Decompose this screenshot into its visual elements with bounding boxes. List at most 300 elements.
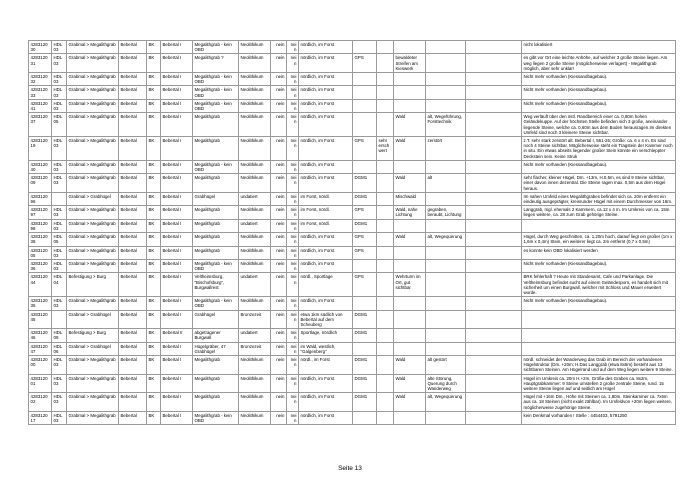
table-cell: nein	[287, 206, 299, 219]
table-cell: 428312098	[29, 219, 52, 232]
table-cell: nein	[287, 411, 299, 424]
table-cell: nein	[287, 99, 299, 112]
table-cell: z.T. sehr stark zerstört alt. Bebertal I, 561-26; Größe: ca. 6 x 4 m. Es sind noch 4 Steine sichtbar. Möglicherweise steht ein Tragstein der Kammer noch in situ. Ein etwas abseits liegender großer Stein könnte ein verschleppter Deckstein sein. Keine Struk	[522, 137, 676, 161]
table-cell: Bebertal I	[161, 411, 193, 424]
table-cell	[466, 259, 522, 272]
table-cell	[466, 310, 522, 329]
table-cell	[426, 273, 466, 297]
table-cell: nein	[271, 329, 287, 342]
table-cell: Bebertal I	[161, 174, 193, 193]
table-cell: Neolithikum	[239, 355, 271, 374]
table-cell	[394, 41, 426, 54]
table-cell: Wald	[394, 137, 426, 161]
table-cell	[466, 329, 522, 342]
table-cell: nördlich, im Forst	[299, 393, 353, 412]
table-cell: nein	[271, 310, 287, 329]
table-cell: Megalithgrab - kein OBD	[193, 259, 239, 272]
table-cell: Megalithgrab - kein OBD	[193, 411, 239, 424]
table-cell: Megalithgrab	[193, 233, 239, 246]
table-cell: sehr erschwert	[377, 137, 394, 161]
table-cell: alt	[426, 174, 466, 193]
table-cell: Im nahen Umfeld eines Megalithgrabes befindet sich ca. 20m entfernt ein eindeutig ausgeprägter, kreisrunder Hügel mit einem Durchmesser von 16m.	[522, 192, 676, 205]
table-cell	[353, 411, 377, 424]
table-cell: Sportlage, nördlich	[299, 329, 353, 342]
table-cell	[466, 174, 522, 193]
table-cell: im Wald, westlich, "Galgenberg"	[299, 342, 353, 355]
table-cell	[426, 246, 466, 259]
table-cell: 428312038	[29, 233, 52, 246]
table-row	[29, 374, 676, 393]
table-cell: nördlich, im Forst	[299, 174, 353, 193]
table-cell: BK	[147, 160, 161, 173]
table-cell	[377, 160, 394, 173]
table-cell: Neolithikum	[239, 41, 271, 54]
table-cell: Grabmal > Grabhügel	[67, 342, 119, 355]
table-row	[29, 206, 676, 219]
table-cell: nördlich, im Forst	[299, 160, 353, 173]
table-cell: nein	[271, 113, 287, 137]
table-cell: Bebertal I	[161, 41, 193, 54]
table-cell: abgetragener Burgwall	[193, 329, 239, 342]
table-cell	[377, 297, 394, 310]
table-cell	[394, 246, 426, 259]
table-cell: nein	[271, 259, 287, 272]
table-cell: Bebertal	[119, 113, 147, 137]
table-cell: GPS	[353, 206, 377, 219]
table-cell: nicht lokalisiert	[522, 41, 676, 54]
table-cell: nein	[287, 192, 299, 205]
table-cell: Neolithikum	[239, 137, 271, 161]
table-cell: Bronzezeit	[239, 310, 271, 329]
table-cell	[377, 374, 394, 393]
table-cell: BK	[147, 233, 161, 246]
table-cell: Bebertal	[119, 137, 147, 161]
table-cell: Megalithgrab - kein OBD	[193, 297, 239, 310]
table-cell	[377, 273, 394, 297]
table-cell: BK	[147, 342, 161, 355]
table-cell: BK	[147, 310, 161, 329]
table-cell: Bebertal I	[161, 192, 193, 205]
table-cell: Grabmal > Megalithgrab	[67, 374, 119, 393]
table-cell: nördlich, im Forst	[299, 259, 353, 272]
table-cell: Bebertal I	[161, 86, 193, 99]
table-cell: 428312040	[29, 160, 52, 173]
table-cell: HDL 03	[52, 86, 67, 99]
table-cell	[466, 374, 522, 393]
table-cell: BK	[147, 374, 161, 393]
table-cell	[426, 297, 466, 310]
table-cell: Grabmal > Megalithgrab	[67, 113, 119, 137]
table-cell: Nicht mehr vorhanden (Kiessandbagebau).	[522, 160, 676, 173]
table-cell: Megalithgrab	[193, 219, 239, 232]
table-cell: BRK fehlerhaft ? Heute mit Standesamt, Cafe und Parkanlage. Die Veltheimsburg befindet sucht auf einem Geländesporn, es handelt sich mit sicherheit um einen Burgwall, welcher mit Schloss und Mauer erweitert wurde.	[522, 273, 676, 297]
table-cell: nein	[271, 374, 287, 393]
table-cell	[394, 297, 426, 310]
table-cell: nein	[271, 219, 287, 232]
table-cell: nein	[271, 86, 287, 99]
table-cell: Neolithikum	[239, 259, 271, 272]
table-cell: BK	[147, 99, 161, 112]
table-cell: Bebertal	[119, 54, 147, 73]
table-row	[29, 233, 676, 246]
table-cell: HDL 03	[52, 355, 67, 374]
table-cell	[394, 160, 426, 173]
table-cell: BK	[147, 246, 161, 259]
table-cell: nein	[287, 41, 299, 54]
table-cell: HDL 04	[52, 273, 67, 297]
table-cell	[466, 99, 522, 112]
table-cell: 428312017	[29, 411, 52, 424]
table-cell: Bebertal	[119, 99, 147, 112]
table-cell: alt, Wegequerung	[426, 393, 466, 412]
page-number: Seite 13	[338, 465, 362, 472]
table-row	[29, 113, 676, 137]
table-cell: undatiert	[239, 273, 271, 297]
table-cell	[394, 99, 426, 112]
table-cell: nördlich, im Forst	[299, 233, 353, 246]
table-cell: nein	[287, 174, 299, 193]
table-cell: 428312009	[29, 174, 52, 193]
table-cell: bewaldeter Streifen am Kieswerk	[394, 54, 426, 73]
table-cell: Megalithgrab	[193, 355, 239, 374]
table-cell: 428312002	[29, 393, 52, 412]
table-cell	[377, 329, 394, 342]
table-cell: Grabmal > Megalithgrab	[67, 297, 119, 310]
table-cell: Bebertal I	[161, 273, 193, 297]
table-cell	[377, 219, 394, 232]
table-cell: nein	[271, 246, 287, 259]
table-cell: Bebertal	[119, 393, 147, 412]
table-cell: nein	[287, 86, 299, 99]
table-cell: Megalithgrab	[193, 113, 239, 137]
table-cell: BK	[147, 54, 161, 73]
table-cell: Hügel, durch Weg geschnitten, ca. 1,20m hoch, darauf liegt ein großer (1m x 1,6m x 0,4m) Stein, ein weiterer liegt ca. 2m entfernt (0,7 x 0,5m)	[522, 233, 676, 246]
table-cell: Megalithgrab	[193, 206, 239, 219]
table-cell: Wald	[394, 113, 426, 137]
table-cell	[466, 342, 522, 355]
table-cell: nördlich, im Forst	[299, 73, 353, 86]
table-cell	[377, 411, 394, 424]
table-cell: HDL 03	[52, 206, 67, 219]
table-cell: etwa 1km südlich von Bebertal auf dem Scheuberg	[299, 310, 353, 329]
table-cell: BK	[147, 297, 161, 310]
table-cell: BK	[147, 393, 161, 412]
table-cell: BK	[147, 411, 161, 424]
table-cell: 428312031	[29, 54, 52, 73]
table-cell: HDL 03	[52, 297, 67, 310]
table-cell: 428312001	[29, 374, 52, 393]
table-cell	[394, 219, 426, 232]
table-cell: nördl. schneidet der Wanderweg das Grab im Bereich der vorhandenen Hügelstruktur (Dm. +20m; H.Das Langgrab (etwa 8x5m) besteht aus 13 sichtbaren Steinen. Am Hügelrand und auf dem Weg liegen weitere 9 Steine.	[522, 355, 676, 374]
table-cell: Bebertal	[119, 73, 147, 86]
table-cell: Grabmal > Megalithgrab	[67, 246, 119, 259]
table-cell	[426, 54, 466, 73]
table-cell: nein	[287, 374, 299, 393]
table-cell: alt gestört	[426, 355, 466, 374]
table-cell: Megalithgrab - kein OBD	[193, 86, 239, 99]
table-cell	[394, 86, 426, 99]
table-cell: HDL 05	[52, 233, 67, 246]
table-cell: Grabmal > Megalithgrab	[67, 41, 119, 54]
table-cell: nördlich, im Forst	[299, 411, 353, 424]
table-cell: alte Störung, Querung durch Wanderweg	[426, 374, 466, 393]
table-cell: Bebertal	[119, 174, 147, 193]
table-cell: DGM1	[353, 355, 377, 374]
table-cell: Grabmal > Grabhügel	[67, 310, 119, 329]
table-cell: 428312030	[29, 41, 52, 54]
table-cell: DGM1	[353, 310, 377, 329]
table-cell: Nicht mehr vorhanden (Kiessandbagebau).	[522, 86, 676, 99]
table-cell	[426, 41, 466, 54]
table-cell: HDL 03	[52, 54, 67, 73]
table-cell	[394, 73, 426, 86]
table-cell	[377, 246, 394, 259]
table-row	[29, 246, 676, 259]
table-cell	[426, 259, 466, 272]
table-cell	[466, 411, 522, 424]
table-cell	[466, 393, 522, 412]
table-cell: HDL 03	[52, 99, 67, 112]
table-cell	[522, 342, 676, 355]
table-cell	[394, 329, 426, 342]
table-cell	[466, 73, 522, 86]
table-cell: HDL 03	[52, 219, 67, 232]
table-cell: nein	[287, 355, 299, 374]
table-cell: nein	[287, 246, 299, 259]
table-cell	[377, 342, 394, 355]
table-cell: nein	[271, 355, 287, 374]
table-cell: Megalithgrab ?	[193, 54, 239, 73]
table-cell: nein	[271, 273, 287, 297]
table-cell: Bebertal	[119, 329, 147, 342]
table-cell	[353, 297, 377, 310]
table-cell: nördlich, im Forst	[299, 54, 353, 73]
table-cell: GPS	[353, 233, 377, 246]
table-cell: DGM1	[353, 374, 377, 393]
table-cell: BK	[147, 73, 161, 86]
table-cell: 428312096	[29, 192, 52, 205]
table-cell: Neolithikum	[239, 233, 271, 246]
table-cell: Bebertal I	[161, 310, 193, 329]
table-cell	[377, 393, 394, 412]
table-cell: GPS	[353, 273, 377, 297]
table-cell: Bebertal	[119, 310, 147, 329]
table-cell	[377, 54, 394, 73]
table-cell: Bebertal	[119, 374, 147, 393]
table-cell	[426, 411, 466, 424]
table-cell: Neolithikum	[239, 393, 271, 412]
table-cell	[377, 86, 394, 99]
table-cell: Bebertal I	[161, 206, 193, 219]
table-cell: Bebertal	[119, 192, 147, 205]
table-cell	[394, 259, 426, 272]
table-cell: Nicht mehr vorhanden (Kiessandbagebau).	[522, 99, 676, 112]
table-cell: 428312005	[29, 246, 52, 259]
table-cell: Bebertal	[119, 355, 147, 374]
table-cell: Neolithikum	[239, 73, 271, 86]
table-cell	[377, 41, 394, 54]
table-cell: Nicht mehr vorhanden (Kiessandbagebau).	[522, 73, 676, 86]
table-cell: Wald	[394, 355, 426, 374]
table-cell: nein	[271, 297, 287, 310]
table-cell: Bebertal	[119, 259, 147, 272]
table-cell	[377, 310, 394, 329]
table-cell: Bebertal I	[161, 355, 193, 374]
table-cell: DGM1	[353, 219, 377, 232]
table-row	[29, 297, 676, 310]
table-cell	[377, 192, 394, 205]
table-cell: Grabhügel	[193, 310, 239, 329]
table-cell: alt, Wegequerung	[426, 233, 466, 246]
table-row	[29, 273, 676, 297]
table-cell: Megalithgrab	[193, 246, 239, 259]
table-cell: BK	[147, 86, 161, 99]
table-cell: Grabmal > Megalithgrab	[67, 73, 119, 86]
table-cell: Megalithgrab - kein OBD	[193, 160, 239, 173]
table-cell: HDL 06	[52, 342, 67, 355]
table-cell: DGM1	[353, 393, 377, 412]
table-cell: Bebertal	[119, 41, 147, 54]
table-cell: sehr flacher, kleiner Hügel, Dm. +13m, H.0,5m, es sind 9 Steine sichtbar, einer davon innen dezentral. Die Steine ragen max. 0,5m aus dem Hügel heraus.	[522, 174, 676, 193]
table-cell: Grabmal > Megalithgrab	[67, 160, 119, 173]
table-cell	[353, 73, 377, 86]
table-cell	[377, 206, 394, 219]
table-cell	[377, 259, 394, 272]
table-row	[29, 174, 676, 193]
table-cell: HDL 03	[52, 174, 67, 193]
table-cell: nein	[287, 273, 299, 297]
table-cell: HDL 09	[52, 329, 67, 342]
table-row	[29, 342, 676, 355]
table-cell: 428312041	[29, 99, 52, 112]
table-cell: Wald	[394, 393, 426, 412]
table-cell	[522, 310, 676, 329]
table-cell: Bebertal I	[161, 73, 193, 86]
table-cell: Bebertal I	[161, 374, 193, 393]
table-cell: Bebertal I	[161, 233, 193, 246]
table-cell	[377, 73, 394, 86]
table-cell: Grabmal > Megalithgrab	[67, 259, 119, 272]
table-cell: Megalithgrab - kein OBD	[193, 99, 239, 112]
table-cell: nördlich, im Forst	[299, 246, 353, 259]
table-cell	[466, 219, 522, 232]
table-cell: HDL 03	[52, 73, 67, 86]
table-cell: BK	[147, 355, 161, 374]
table-cell: DGM1	[353, 329, 377, 342]
table-cell	[522, 329, 676, 342]
table-row	[29, 137, 676, 161]
table-cell: 428312046	[29, 329, 52, 342]
table-cell: GPS	[353, 246, 377, 259]
table-cell: Bebertal	[119, 411, 147, 424]
table-cell	[426, 192, 466, 205]
table-cell: nein	[287, 393, 299, 412]
table-cell: undatiert	[239, 219, 271, 232]
table-cell	[426, 73, 466, 86]
table-cell	[426, 160, 466, 173]
table-cell: 428312032	[29, 73, 52, 86]
table-cell: BK	[147, 219, 161, 232]
table-row	[29, 393, 676, 412]
table-cell: Neolithikum	[239, 411, 271, 424]
table-cell	[353, 342, 377, 355]
table-cell: Bebertal	[119, 206, 147, 219]
table-cell: im Forst, nördl.	[299, 192, 353, 205]
table-cell	[466, 297, 522, 310]
table-cell: Neolithikum	[239, 113, 271, 137]
table-cell: nein	[271, 41, 287, 54]
table-cell	[426, 86, 466, 99]
table-cell: im Forst, nördl.	[299, 219, 353, 232]
table-cell: Grabmal > Megalithgrab	[67, 174, 119, 193]
table-cell: 428312035	[29, 297, 52, 310]
table-cell: Wald	[394, 233, 426, 246]
table-cell: Wald	[394, 374, 426, 393]
table-cell: Bebertal II	[161, 329, 193, 342]
table-cell: nein	[287, 329, 299, 342]
table-cell: 428312019	[29, 137, 52, 161]
table-cell	[426, 219, 466, 232]
table-row	[29, 310, 676, 329]
table-cell: HDL 03	[52, 374, 67, 393]
table-cell	[52, 310, 67, 329]
table-cell: Mischwald	[394, 192, 426, 205]
table-cell: nördlich, im Forst	[299, 374, 353, 393]
table-row	[29, 86, 676, 99]
table-cell: BK	[147, 41, 161, 54]
table-cell	[377, 113, 394, 137]
table-cell: Bebertal	[119, 273, 147, 297]
inventory-table	[28, 40, 676, 425]
table-cell: nördl., im Forst	[299, 355, 353, 374]
table-cell: nein	[271, 342, 287, 355]
table-cell	[466, 86, 522, 99]
table-cell: nördlich, im Forst	[299, 113, 353, 137]
table-row	[29, 219, 676, 232]
table-cell: Bebertal I	[161, 219, 193, 232]
table-cell	[522, 219, 676, 232]
table-cell: BK	[147, 273, 161, 297]
table-row	[29, 99, 676, 112]
table-cell	[353, 41, 377, 54]
table-cell: Bebertal I	[161, 297, 193, 310]
table-cell: Megalithgrab - kein OBD	[193, 73, 239, 86]
table-cell: nein	[271, 174, 287, 193]
table-cell: BK	[147, 137, 161, 161]
table-cell	[377, 233, 394, 246]
table-cell: nördlich, im Forst	[299, 297, 353, 310]
table-cell: Bebertal	[119, 297, 147, 310]
table-cell	[426, 310, 466, 329]
table-cell: nein	[287, 54, 299, 73]
table-cell	[394, 342, 426, 355]
table-cell: Grabmal > Megalithgrab	[67, 393, 119, 412]
table-cell: 428312044	[29, 273, 52, 297]
table-cell: HDL 03	[52, 41, 67, 54]
table-cell: Neolithikum	[239, 206, 271, 219]
table-cell: Megalithgrab	[193, 174, 239, 193]
table-cell: Megalithgrab	[193, 137, 239, 161]
table-row	[29, 411, 676, 424]
table-cell: nein	[287, 297, 299, 310]
table-cell: Nicht mehr vorhanden (Kiessandbagebau).	[522, 259, 676, 272]
table-cell	[426, 342, 466, 355]
table-cell: Neolithikum	[239, 174, 271, 193]
table-cell: Wald	[394, 174, 426, 193]
table-row	[29, 192, 676, 205]
table-row	[29, 259, 676, 272]
table-cell	[377, 355, 394, 374]
